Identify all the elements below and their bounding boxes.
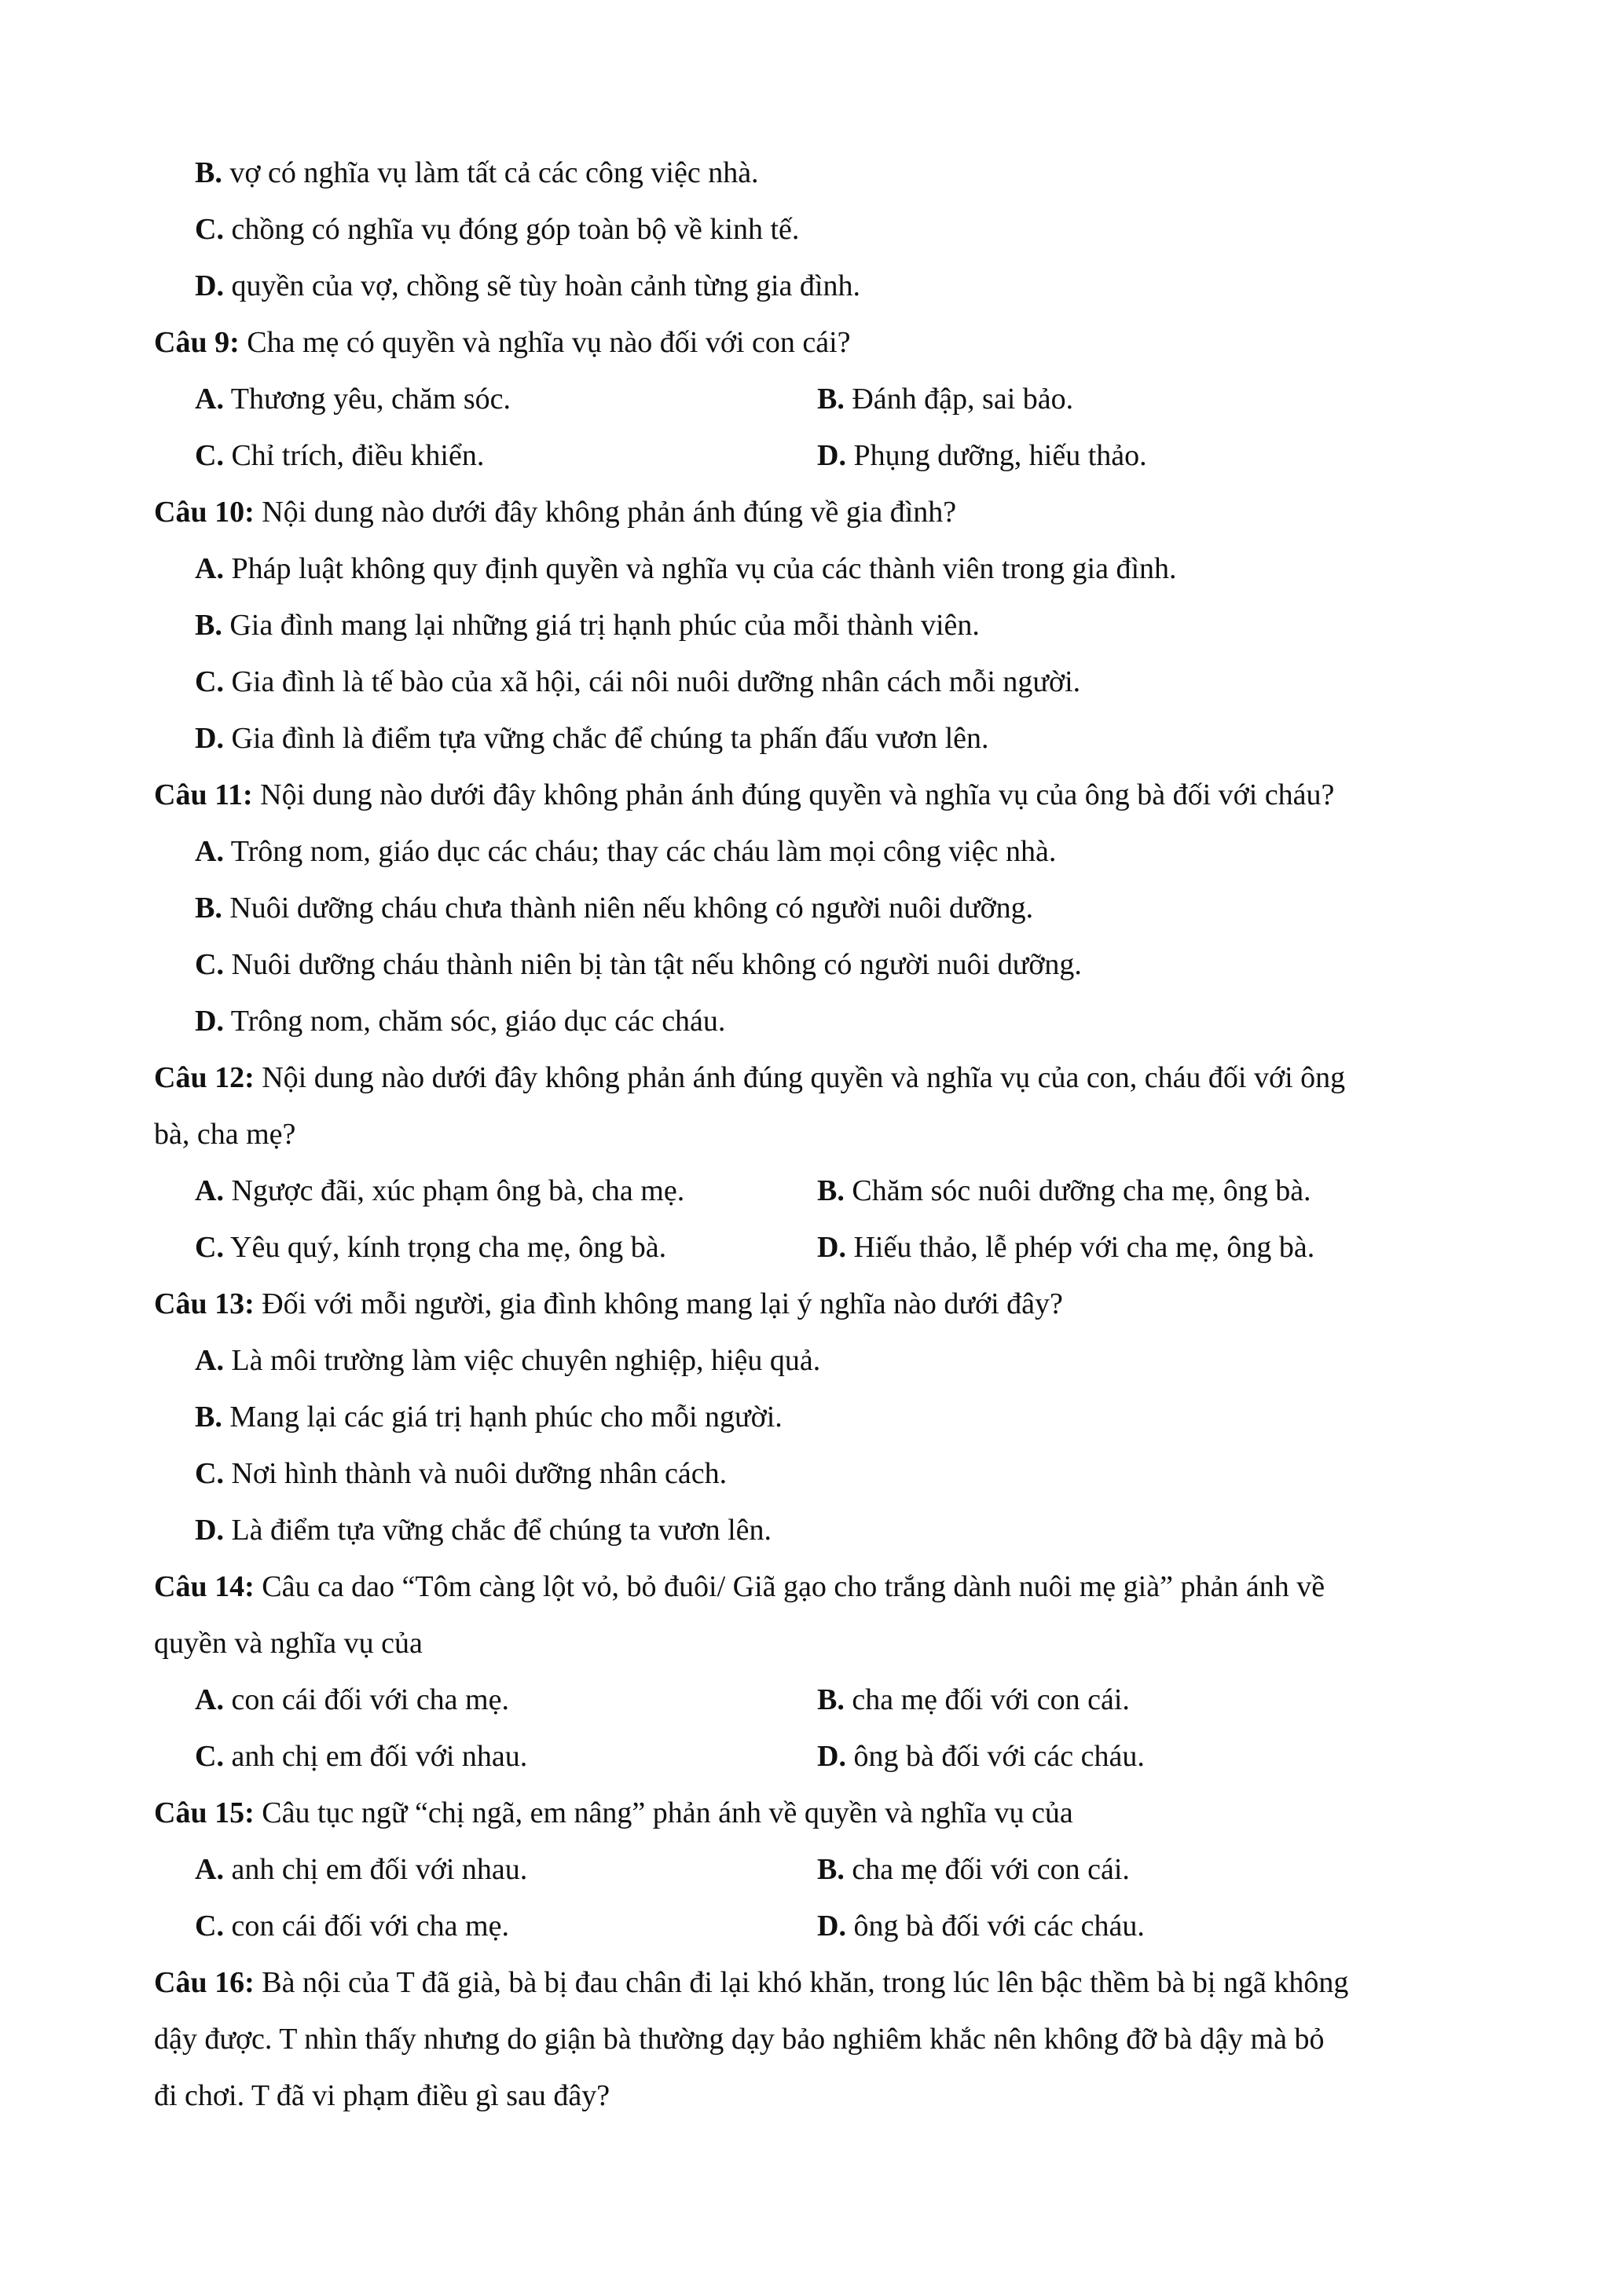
option-c: C. Yêu quý, kính trọng cha mẹ, ông bà. xyxy=(195,1231,667,1264)
question-14: Câu 14: Câu ca dao “Tôm càng lột vỏ, bỏ đuôi/ Giã gạo cho trắng dành nuôi mẹ già” phản ánh về xyxy=(154,1570,1325,1603)
question-11: Câu 11: Nội dung nào dưới đây không phản ánh đúng quyền và nghĩa vụ của ông bà đối với cháu? xyxy=(154,778,1335,811)
option-c: C. Nơi hình thành và nuôi dưỡng nhân cách. xyxy=(195,1457,728,1490)
question-16: Câu 16: Bà nội của T đã già, bà bị đau chân đi lại khó khăn, trong lúc lên bậc thềm bà bị ngã không xyxy=(154,1966,1349,1999)
option-a: A. Ngược đãi, xúc phạm ông bà, cha mẹ. xyxy=(195,1174,685,1207)
question-16-continuation: đi chơi. T đã vi phạm điều gì sau đây? xyxy=(154,2079,610,2112)
question-9: Câu 9: Cha mẹ có quyền và nghĩa vụ nào đối với con cái? xyxy=(154,326,851,359)
option-a: A. Thương yêu, chăm sóc. xyxy=(195,383,511,416)
option-b: B. Đánh đập, sai bảo. xyxy=(817,383,1074,416)
option-c: C. Gia đình là tế bào của xã hội, cái nôi nuôi dưỡng nhân cách mỗi người. xyxy=(195,665,1081,698)
question-16-continuation: dậy được. T nhìn thấy nhưng do giận bà thường dạy bảo nghiêm khắc nên không đỡ bà dậy mà bỏ xyxy=(154,2023,1325,2056)
option-d: D. Hiếu thảo, lễ phép với cha mẹ, ông bà. xyxy=(817,1231,1315,1264)
option-a: A. con cái đối với cha mẹ. xyxy=(195,1683,509,1716)
option-c: C. con cái đối với cha mẹ. xyxy=(195,1910,509,1943)
question-10: Câu 10: Nội dung nào dưới đây không phản ánh đúng về gia đình? xyxy=(154,496,957,529)
option-d: D. Là điểm tựa vững chắc để chúng ta vươn lên. xyxy=(195,1514,772,1547)
option-c: C. Nuôi dưỡng cháu thành niên bị tàn tật nếu không có người nuôi dưỡng. xyxy=(195,948,1082,981)
question-14-continuation: quyền và nghĩa vụ của xyxy=(154,1627,423,1660)
option-c: C. Chỉ trích, điều khiển. xyxy=(195,439,485,472)
question-13: Câu 13: Đối với mỗi người, gia đình không mang lại ý nghĩa nào dưới đây? xyxy=(154,1287,1063,1320)
option-b: B. Gia đình mang lại những giá trị hạnh phúc của mỗi thành viên. xyxy=(195,609,980,642)
option-d: D. ông bà đối với các cháu. xyxy=(817,1740,1145,1773)
option-line: C. chồng có nghĩa vụ đóng góp toàn bộ về kinh tế. xyxy=(195,213,800,246)
option-a: A. Trông nom, giáo dục các cháu; thay các cháu làm mọi công việc nhà. xyxy=(195,835,1057,868)
question-12: Câu 12: Nội dung nào dưới đây không phản ánh đúng quyền và nghĩa vụ của con, cháu đối với ông xyxy=(154,1061,1346,1094)
option-a: A. anh chị em đối với nhau. xyxy=(195,1853,528,1886)
option-b: B. cha mẹ đối với con cái. xyxy=(817,1853,1130,1886)
option-d: D. Phụng dưỡng, hiếu thảo. xyxy=(817,439,1147,472)
option-line: D. quyền của vợ, chồng sẽ tùy hoàn cảnh từng gia đình. xyxy=(195,269,860,302)
option-d: D. Gia đình là điểm tựa vững chắc để chúng ta phấn đấu vươn lên. xyxy=(195,722,989,755)
option-b: B. Chăm sóc nuôi dưỡng cha mẹ, ông bà. xyxy=(817,1174,1311,1207)
option-c: C. anh chị em đối với nhau. xyxy=(195,1740,528,1773)
question-15: Câu 15: Câu tục ngữ “chị ngã, em nâng” phản ánh về quyền và nghĩa vụ của xyxy=(154,1796,1073,1829)
question-12-continuation: bà, cha mẹ? xyxy=(154,1118,296,1151)
option-b: B. Mang lại các giá trị hạnh phúc cho mỗi người. xyxy=(195,1401,783,1434)
option-d: D. Trông nom, chăm sóc, giáo dục các cháu. xyxy=(195,1005,726,1038)
option-a: A. Là môi trường làm việc chuyên nghiệp, hiệu quả. xyxy=(195,1344,821,1377)
option-line: B. vợ có nghĩa vụ làm tất cả các công việc nhà. xyxy=(195,156,759,189)
option-b: B. Nuôi dưỡng cháu chưa thành niên nếu không có người nuôi dưỡng. xyxy=(195,892,1034,925)
option-b: B. cha mẹ đối với con cái. xyxy=(817,1683,1130,1716)
option-a: A. Pháp luật không quy định quyền và nghĩa vụ của các thành viên trong gia đình. xyxy=(195,552,1177,585)
option-d: D. ông bà đối với các cháu. xyxy=(817,1910,1145,1943)
